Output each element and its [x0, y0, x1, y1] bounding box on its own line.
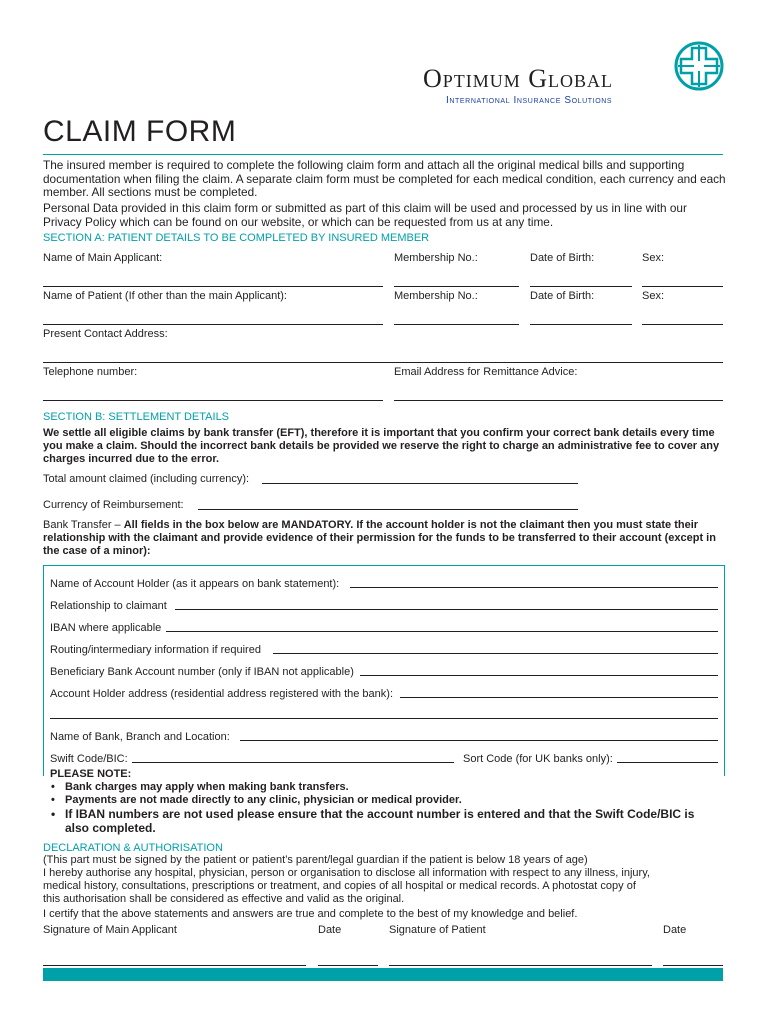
section-a-heading: SECTION A: PATIENT DETAILS TO BE COMPLETED BY INSURED MEMBER: [43, 232, 430, 244]
beneficiary-account-label: Beneficiary Bank Account number (only if IBAN not applicable): [50, 666, 354, 678]
routing-field[interactable]: [273, 653, 718, 654]
declaration-heading: DECLARATION & AUTHORISATION: [43, 842, 223, 854]
intro-paragraph-2: Personal Data provided in this claim form or submitted as part of this claim will be used and processed by us in line with our Privacy Policy which can be found on our website, or which can be requested from us at any time.: [43, 201, 687, 229]
signature-main-field[interactable]: [43, 965, 306, 966]
telephone-label: Telephone number:: [43, 366, 138, 378]
footer-bar: [43, 968, 723, 981]
page-title: CLAIM FORM: [43, 115, 237, 148]
bank-transfer-mandatory-text: All fields in the box below are MANDATORY. If the account holder is not the claimant then you must state their relationship with the claimant and provide evidence of their permission for the funds to be transferred to their account (except in the case of a minor):: [43, 519, 716, 557]
sort-code-field[interactable]: [617, 762, 718, 763]
brand-name: Optimum Global: [423, 64, 614, 93]
date-of-birth-field[interactable]: [530, 286, 632, 287]
telephone-field[interactable]: [43, 400, 383, 401]
notes-list: [45, 781, 715, 835]
account-holder-field[interactable]: [350, 587, 718, 588]
intro-paragraph-1: The insured member is required to complete the following claim form and attach all the original medical bills and supporting documentation when filing the claim. A separate claim form must be completed for each medical condition, each currency and each member. All sections must be completed.: [43, 158, 726, 199]
declaration-line-3: I certify that the above statements and answers are true and complete to the best of my knowledge and belief.: [43, 908, 578, 920]
bank-name-field[interactable]: [240, 740, 718, 741]
currency-field[interactable]: [198, 509, 578, 510]
sex-label: Sex:: [642, 252, 665, 264]
cross-logo-icon: [673, 40, 725, 92]
email-field[interactable]: [394, 400, 723, 401]
patient-membership-no-label: Membership No.:: [394, 290, 478, 302]
iban-field[interactable]: [166, 631, 718, 632]
bank-name-label: Name of Bank, Branch and Location:: [50, 731, 230, 743]
main-applicant-field[interactable]: [43, 286, 383, 287]
note-item: • Payments are not made directly to any clinic, physician or medical provider.: [45, 794, 715, 807]
total-amount-field[interactable]: [262, 483, 578, 484]
relationship-field[interactable]: [175, 609, 718, 610]
contact-address-field[interactable]: [43, 362, 723, 363]
signature-patient-label: Signature of Patient: [389, 924, 486, 936]
main-applicant-label: Name of Main Applicant:: [43, 252, 163, 264]
beneficiary-account-field[interactable]: [360, 675, 718, 676]
holder-address-field[interactable]: [400, 697, 718, 698]
patient-name-field[interactable]: [43, 324, 383, 325]
title-rule: [43, 154, 723, 155]
swift-field[interactable]: [132, 762, 454, 763]
contact-address-label: Present Contact Address:: [43, 328, 168, 340]
brand-tagline: International Insurance Solutions: [446, 95, 613, 106]
currency-label: Currency of Reimbursement:: [43, 499, 184, 511]
swift-label: Swift Code/BIC:: [50, 753, 128, 765]
patient-date-of-birth-field[interactable]: [530, 324, 632, 325]
signature-patient-field[interactable]: [389, 965, 652, 966]
holder-address-field-line-2[interactable]: [50, 718, 718, 719]
signature-main-label: Signature of Main Applicant: [43, 924, 177, 936]
date-label-2: Date: [663, 924, 687, 936]
bank-transfer-prefix: Bank Transfer –: [43, 519, 124, 531]
sex-field[interactable]: [642, 286, 723, 287]
declaration-line-1: (This part must be signed by the patient or patient’s parent/legal guardian if the patient is below 18 years of age): [43, 854, 588, 866]
note-item: • Bank charges may apply when making bank transfers.: [45, 781, 715, 794]
date-label-1: Date: [318, 924, 342, 936]
date-of-birth-label: Date of Birth:: [530, 252, 595, 264]
declaration-line-2: I hereby authorise any hospital, physician, person or organisation to disclose all information with respect to any illness, injury, medical history, consultations, prescriptions or treatment, and copies of all hospital or medical records. A photostat copy of this authorisation shall be considered as effective and valid as the original.: [43, 867, 650, 905]
sort-code-label: Sort Code (for UK banks only):: [463, 753, 613, 765]
bank-transfer-note: [43, 519, 728, 558]
iban-label: IBAN where applicable: [50, 622, 162, 634]
section-b-intro: We settle all eligible claims by bank transfer (EFT), therefore it is important that you confirm your correct bank details every time you make a claim. Should the incorrect bank details be provided we reserve the right to charge an administrative fee to cover any charges incurred due to the error.: [43, 427, 720, 465]
account-holder-label: Name of Account Holder (as it appears on bank statement):: [50, 578, 340, 590]
patient-date-of-birth-label: Date of Birth:: [530, 290, 595, 302]
holder-address-label: Account Holder address (residential address registered with the bank):: [50, 688, 394, 700]
email-label: Email Address for Remittance Advice:: [394, 366, 578, 378]
relationship-label: Relationship to claimant: [50, 600, 167, 612]
patient-membership-no-field[interactable]: [394, 324, 519, 325]
membership-no-field[interactable]: [394, 286, 519, 287]
patient-sex-label: Sex:: [642, 290, 665, 302]
patient-sex-field[interactable]: [642, 324, 723, 325]
patient-name-label: Name of Patient (If other than the main Applicant):: [43, 290, 287, 302]
total-amount-label: Total amount claimed (including currency):: [43, 473, 250, 485]
please-note-heading: PLEASE NOTE:: [50, 768, 132, 780]
date-field-2[interactable]: [663, 965, 723, 966]
date-field-1[interactable]: [318, 965, 378, 966]
section-b-heading: SECTION B: SETTLEMENT DETAILS: [43, 411, 230, 423]
routing-label: Routing/intermediary information if required: [50, 644, 261, 656]
membership-no-label: Membership No.:: [394, 252, 478, 264]
note-item: • If IBAN numbers are not used please ensure that the account number is entered and that the Swift Code/BIC is also completed.: [45, 807, 715, 835]
